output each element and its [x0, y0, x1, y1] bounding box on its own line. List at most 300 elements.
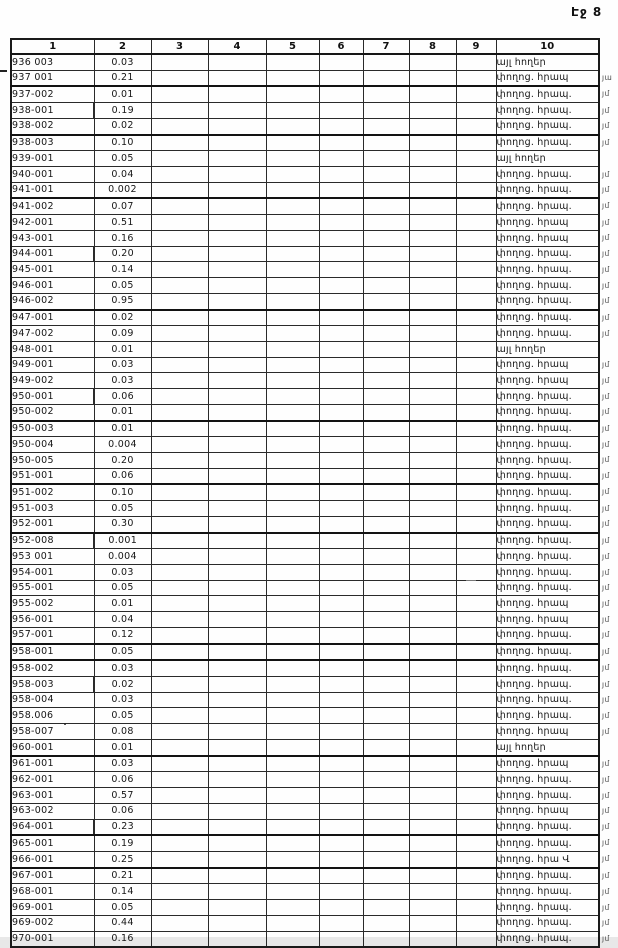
land-use-cell: փողոց. հրապ	[496, 230, 599, 246]
empty-cell	[266, 724, 319, 740]
empty-cell	[409, 739, 456, 755]
parcel-id-cell: 950-005	[11, 452, 94, 468]
margin-text-fragment: յմ	[602, 934, 610, 943]
area-value-cell: 0.25	[94, 851, 151, 867]
area-value-cell: 0.01	[94, 404, 151, 420]
margin-text-fragment: յմ	[602, 218, 610, 227]
table-row	[11, 549, 599, 565]
land-use-cell: փողոց. հրապ.	[496, 103, 599, 119]
empty-cell	[456, 103, 496, 119]
parcel-id-cell: 955-002	[11, 596, 94, 612]
empty-cell	[456, 677, 496, 693]
parcel-id-cell: 969-001	[11, 900, 94, 916]
empty-cell	[266, 118, 319, 134]
empty-cell	[151, 373, 208, 389]
land-use-cell: այլ հողեր	[496, 151, 599, 167]
empty-cell	[208, 215, 266, 231]
empty-cell	[208, 931, 266, 947]
empty-cell	[409, 421, 456, 437]
parcel-id-cell: 948-001	[11, 341, 94, 357]
table-row	[11, 135, 599, 151]
empty-cell	[456, 868, 496, 884]
empty-cell	[208, 70, 266, 86]
empty-cell	[151, 835, 208, 851]
land-use-cell: փողոց. հրապ	[496, 357, 599, 373]
empty-cell	[266, 103, 319, 119]
empty-cell	[151, 803, 208, 819]
area-value-cell: 0.004	[94, 549, 151, 565]
empty-cell	[151, 549, 208, 565]
empty-cell	[363, 262, 409, 278]
margin-text-fragment: յմ	[602, 838, 610, 847]
land-use-cell: փողոց. հրապ.	[496, 677, 599, 693]
area-value-cell: 0.01	[94, 86, 151, 102]
empty-cell	[409, 54, 456, 70]
parcel-id-cell: 944-001	[11, 246, 94, 262]
land-use-cell: փողոց. հրապ	[496, 803, 599, 819]
empty-cell	[208, 819, 266, 835]
area-value-cell: 0.19	[94, 103, 151, 119]
area-value-cell: 0.21	[94, 70, 151, 86]
table-row	[11, 389, 599, 405]
area-value-cell: 0.05	[94, 900, 151, 916]
empty-cell	[319, 293, 363, 309]
area-value-cell: 0.30	[94, 516, 151, 532]
empty-cell	[266, 246, 319, 262]
empty-cell	[151, 86, 208, 102]
land-use-cell: փողոց. հրապ.	[496, 772, 599, 788]
empty-cell	[208, 373, 266, 389]
empty-cell	[456, 549, 496, 565]
empty-cell	[266, 501, 319, 517]
land-use-cell: փողոց. հրապ.	[496, 389, 599, 405]
empty-cell	[409, 310, 456, 326]
empty-cell	[208, 135, 266, 151]
empty-cell	[409, 803, 456, 819]
empty-cell	[151, 70, 208, 86]
empty-cell	[319, 660, 363, 676]
land-use-cell: փողոց. հրապ.	[496, 182, 599, 198]
empty-cell	[363, 103, 409, 119]
empty-cell	[319, 468, 363, 484]
empty-cell	[363, 772, 409, 788]
area-value-cell: 0.01	[94, 341, 151, 357]
empty-cell	[409, 724, 456, 740]
empty-cell	[208, 692, 266, 708]
empty-cell	[363, 310, 409, 326]
empty-cell	[456, 739, 496, 755]
empty-cell	[409, 262, 456, 278]
empty-cell	[266, 452, 319, 468]
empty-cell	[456, 389, 496, 405]
empty-cell	[409, 182, 456, 198]
empty-cell	[456, 341, 496, 357]
land-use-cell: փողոց. հրապ.	[496, 167, 599, 183]
empty-cell	[456, 931, 496, 947]
land-use-cell: փողոց. հրա Վ	[496, 851, 599, 867]
empty-cell	[208, 278, 266, 294]
empty-cell	[151, 452, 208, 468]
parcel-id-cell: 950-002	[11, 404, 94, 420]
table-row	[11, 739, 599, 755]
empty-cell	[363, 452, 409, 468]
empty-cell	[266, 54, 319, 70]
empty-cell	[363, 835, 409, 851]
column-header-7: 7	[363, 39, 409, 54]
table-row	[11, 931, 599, 947]
empty-cell	[456, 596, 496, 612]
empty-cell	[363, 788, 409, 804]
empty-cell	[266, 373, 319, 389]
table-row	[11, 230, 599, 246]
land-use-cell: փողոց. հրապ.	[496, 627, 599, 643]
table-row	[11, 246, 599, 262]
empty-cell	[208, 677, 266, 693]
empty-cell	[363, 118, 409, 134]
empty-cell	[363, 373, 409, 389]
area-value-cell: 0.08	[94, 724, 151, 740]
empty-cell	[409, 627, 456, 643]
empty-cell	[151, 868, 208, 884]
empty-cell	[363, 596, 409, 612]
empty-cell	[456, 851, 496, 867]
empty-cell	[319, 501, 363, 517]
margin-text-fragment: յա	[602, 73, 613, 82]
empty-cell	[266, 884, 319, 900]
parcel-id-cell: 970-001	[11, 931, 94, 947]
empty-cell	[319, 118, 363, 134]
area-value-cell: 0.002	[94, 182, 151, 198]
empty-cell	[456, 421, 496, 437]
empty-cell	[151, 404, 208, 420]
empty-cell	[266, 596, 319, 612]
land-use-cell: փողոց. հրապ	[496, 724, 599, 740]
empty-cell	[456, 182, 496, 198]
empty-cell	[409, 230, 456, 246]
area-value-cell: 0.16	[94, 931, 151, 947]
area-value-cell: 0.01	[94, 421, 151, 437]
column-header-8: 8	[409, 39, 456, 54]
empty-cell	[208, 103, 266, 119]
parcel-id-cell: 965-001	[11, 835, 94, 851]
empty-cell	[409, 884, 456, 900]
empty-cell	[208, 851, 266, 867]
area-value-cell: 0.06	[94, 468, 151, 484]
empty-cell	[208, 516, 266, 532]
empty-cell	[208, 884, 266, 900]
empty-cell	[319, 533, 363, 549]
parcel-id-cell: 958.006	[11, 708, 94, 724]
margin-text-fragment: յմ	[602, 583, 610, 592]
empty-cell	[456, 167, 496, 183]
table-row	[11, 516, 599, 532]
area-value-cell: 0.10	[94, 484, 151, 500]
column-header-5: 5	[266, 39, 319, 54]
empty-cell	[363, 868, 409, 884]
parcel-id-cell: 951-002	[11, 484, 94, 500]
empty-cell	[363, 708, 409, 724]
empty-cell	[456, 835, 496, 851]
land-use-cell: փողոց. հրապ.	[496, 326, 599, 342]
empty-cell	[456, 708, 496, 724]
parcel-id-cell: 950-001	[11, 389, 94, 405]
table-row	[11, 151, 599, 167]
empty-cell	[266, 198, 319, 214]
margin-text-fragment: յմ	[602, 663, 610, 672]
empty-cell	[151, 167, 208, 183]
empty-cell	[456, 565, 496, 581]
empty-cell	[319, 772, 363, 788]
empty-cell	[266, 293, 319, 309]
empty-cell	[151, 724, 208, 740]
empty-cell	[151, 341, 208, 357]
empty-cell	[409, 756, 456, 772]
empty-cell	[319, 708, 363, 724]
area-value-cell: 0.02	[94, 310, 151, 326]
empty-cell	[363, 167, 409, 183]
empty-cell	[409, 900, 456, 916]
parcel-id-cell: 958-003	[11, 677, 94, 693]
table-row	[11, 118, 599, 134]
land-use-cell: փողոց. հրապ.	[496, 468, 599, 484]
empty-cell	[151, 739, 208, 755]
parcel-id-cell: 936 003	[11, 54, 94, 70]
parcel-id-cell: 964-001	[11, 819, 94, 835]
empty-cell	[208, 772, 266, 788]
empty-cell	[266, 151, 319, 167]
margin-text-fragment: յմ	[602, 455, 610, 464]
empty-cell	[266, 565, 319, 581]
parcel-id-cell: 963-001	[11, 788, 94, 804]
empty-cell	[319, 262, 363, 278]
table-row	[11, 357, 599, 373]
parcel-id-cell: 938-002	[11, 118, 94, 134]
empty-cell	[208, 198, 266, 214]
empty-cell	[151, 246, 208, 262]
empty-cell	[319, 819, 363, 835]
area-value-cell: 0.05	[94, 151, 151, 167]
empty-cell	[409, 437, 456, 453]
area-value-cell: 0.44	[94, 915, 151, 931]
margin-text-fragment: յմ	[602, 106, 610, 115]
empty-cell	[151, 182, 208, 198]
empty-cell	[266, 803, 319, 819]
table-row	[11, 484, 599, 500]
land-use-cell: փողոց. հրապ	[496, 596, 599, 612]
empty-cell	[266, 421, 319, 437]
table-row	[11, 660, 599, 676]
empty-cell	[319, 596, 363, 612]
empty-cell	[266, 135, 319, 151]
area-value-cell: 0.06	[94, 772, 151, 788]
empty-cell	[208, 246, 266, 262]
table-row	[11, 293, 599, 309]
empty-cell	[363, 484, 409, 500]
empty-cell	[151, 915, 208, 931]
empty-cell	[319, 835, 363, 851]
empty-cell	[319, 931, 363, 947]
margin-text-fragment: յմ	[602, 536, 610, 545]
empty-cell	[208, 262, 266, 278]
empty-cell	[409, 549, 456, 565]
empty-cell	[456, 262, 496, 278]
empty-cell	[409, 103, 456, 119]
table-row	[11, 644, 599, 661]
area-value-cell: 0.21	[94, 868, 151, 884]
land-use-cell: փողոց. հրապ.	[496, 900, 599, 916]
empty-cell	[266, 660, 319, 676]
area-value-cell: 0.03	[94, 692, 151, 708]
area-value-cell: 0.03	[94, 565, 151, 581]
margin-text-fragment: յմ	[602, 138, 610, 147]
empty-cell	[319, 167, 363, 183]
empty-cell	[151, 612, 208, 628]
empty-cell	[456, 900, 496, 916]
table-header-row	[11, 39, 599, 54]
empty-cell	[319, 404, 363, 420]
parcel-id-cell: 962-001	[11, 772, 94, 788]
area-value-cell: 0.01	[94, 739, 151, 755]
table-row	[11, 533, 599, 549]
table-row	[11, 310, 599, 326]
empty-cell	[319, 198, 363, 214]
land-use-cell: փողոց. հրապ	[496, 373, 599, 389]
empty-cell	[319, 580, 363, 596]
empty-cell	[266, 851, 319, 867]
table-row	[11, 596, 599, 612]
table-row	[11, 708, 599, 724]
empty-cell	[456, 326, 496, 342]
land-use-cell: այլ հողեր	[496, 739, 599, 755]
empty-cell	[151, 103, 208, 119]
empty-cell	[151, 900, 208, 916]
land-use-cell: փողոց. հրապ.	[496, 884, 599, 900]
empty-cell	[319, 915, 363, 931]
column-header-1: 1	[11, 39, 94, 54]
empty-cell	[319, 246, 363, 262]
empty-cell	[409, 660, 456, 676]
empty-cell	[208, 533, 266, 549]
empty-cell	[409, 389, 456, 405]
margin-text-fragment: յմ	[602, 599, 610, 608]
area-value-cell: 0.51	[94, 215, 151, 231]
empty-cell	[363, 580, 409, 596]
table-row	[11, 86, 599, 102]
parcel-id-cell: 952-001	[11, 516, 94, 532]
empty-cell	[208, 644, 266, 661]
empty-cell	[208, 549, 266, 565]
scan-artifact	[64, 723, 66, 725]
empty-cell	[151, 596, 208, 612]
empty-cell	[208, 868, 266, 884]
empty-cell	[409, 135, 456, 151]
margin-text-fragment: յմ	[602, 249, 610, 258]
empty-cell	[319, 278, 363, 294]
empty-cell	[409, 692, 456, 708]
empty-cell	[456, 373, 496, 389]
empty-cell	[151, 437, 208, 453]
empty-cell	[266, 404, 319, 420]
empty-cell	[456, 627, 496, 643]
empty-cell	[208, 389, 266, 405]
margin-text-fragment: յմ	[602, 170, 610, 179]
land-use-cell: փողոց. հրապ.	[496, 421, 599, 437]
empty-cell	[208, 404, 266, 420]
empty-cell	[456, 310, 496, 326]
empty-cell	[266, 708, 319, 724]
empty-cell	[409, 468, 456, 484]
parcel-id-cell: 939-001	[11, 151, 94, 167]
empty-cell	[409, 293, 456, 309]
land-use-cell: փողոց. հրապ.	[496, 118, 599, 134]
margin-text-fragment: յմ	[602, 440, 610, 449]
table-row	[11, 326, 599, 342]
empty-cell	[409, 357, 456, 373]
margin-text-fragment: յմ	[602, 806, 610, 815]
empty-cell	[266, 326, 319, 342]
empty-cell	[319, 516, 363, 532]
parcel-id-cell: 954-001	[11, 565, 94, 581]
empty-cell	[363, 341, 409, 357]
empty-cell	[151, 533, 208, 549]
empty-cell	[151, 516, 208, 532]
area-value-cell: 0.05	[94, 580, 151, 596]
area-value-cell: 0.19	[94, 835, 151, 851]
empty-cell	[456, 54, 496, 70]
margin-text-fragment: յմ	[602, 568, 610, 577]
margin-text-fragment: յմ	[602, 680, 610, 689]
land-use-cell: փողոց. հրապ.	[496, 533, 599, 549]
table-row	[11, 421, 599, 437]
area-value-cell: 0.23	[94, 819, 151, 835]
empty-cell	[208, 788, 266, 804]
empty-cell	[456, 772, 496, 788]
empty-cell	[208, 54, 266, 70]
empty-cell	[266, 468, 319, 484]
empty-cell	[363, 931, 409, 947]
empty-cell	[409, 151, 456, 167]
empty-cell	[409, 931, 456, 947]
empty-cell	[319, 437, 363, 453]
empty-cell	[266, 310, 319, 326]
table-row	[11, 724, 599, 740]
land-use-cell: այլ հողեր	[496, 341, 599, 357]
empty-cell	[456, 468, 496, 484]
empty-cell	[409, 772, 456, 788]
empty-cell	[319, 103, 363, 119]
land-use-cell: փողոց. հրապ	[496, 70, 599, 86]
empty-cell	[363, 660, 409, 676]
margin-text-fragment: յմ	[602, 903, 610, 912]
margin-text-fragment: յմ	[602, 854, 610, 863]
empty-cell	[363, 357, 409, 373]
table-row	[11, 198, 599, 214]
column-header-6: 6	[319, 39, 363, 54]
empty-cell	[266, 900, 319, 916]
empty-cell	[363, 54, 409, 70]
empty-cell	[208, 341, 266, 357]
empty-cell	[151, 660, 208, 676]
margin-text-fragment: յմ	[602, 647, 610, 656]
empty-cell	[151, 580, 208, 596]
empty-cell	[409, 501, 456, 517]
land-use-cell: փողոց. հրապ.	[496, 484, 599, 500]
land-use-cell: փողոց. հրապ.	[496, 198, 599, 214]
empty-cell	[363, 135, 409, 151]
empty-cell	[456, 516, 496, 532]
empty-cell	[266, 389, 319, 405]
land-use-cell: փողոց. հրապ.	[496, 915, 599, 931]
